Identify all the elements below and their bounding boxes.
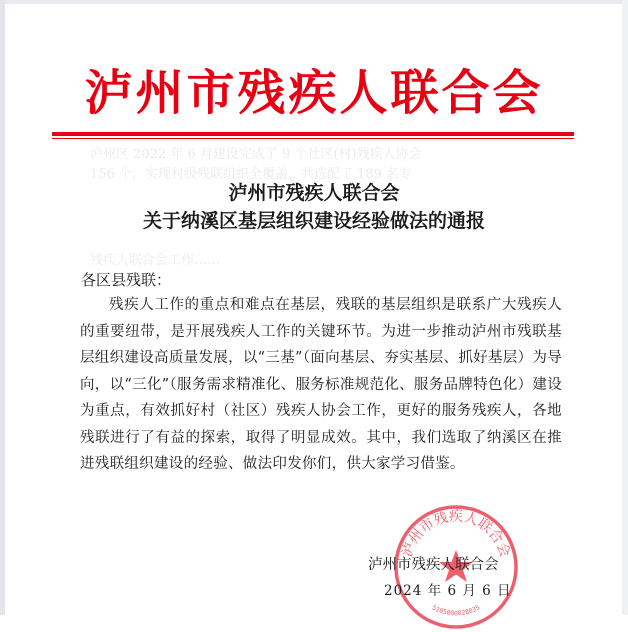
notice-title-line1: 泸州市残疾人联合会 — [228, 182, 400, 204]
salutation: 各区县残联： — [81, 271, 172, 289]
signature-organization: 泸州市残疾人联合会 — [368, 557, 499, 573]
bleed-through-text: 泸州区 2022 年 6 月建设完成了 9 个社区(村)残疾人协会 — [90, 147, 422, 162]
seal-code: 5105000028035 — [430, 603, 482, 618]
masthead-title: 泸州市残疾人联合会 — [84, 65, 544, 121]
bleed-through-text: 残疾人联合会工作…… — [90, 253, 221, 268]
masthead-red-rule-thin — [52, 138, 574, 139]
scan-edge-top — [0, 0, 628, 4]
seal-text: 泸州市残疾人联合会 — [399, 509, 513, 560]
body-paragraph: 残疾人工作的重点和难点在基层，残联的基层组织是联系广大残疾人的重要纽带，是开展残疾人工作的关键环节。为进一步推动泸州市残联基层组织建设高质量发展，以“三基”（面向基层、夯实基层、抓好基层）为导向，以“三化”（服务需求精准化、服务标准规范化、服务品牌特色化）建设为重点，有效抓好村（社区）残疾人协会工作，更好的服务残疾人，各地残联进行了有益的探索，取得了明显成效。其中，我们选取了纳溪区在推进残联组织建设的经验、做法印发你们，供大家学习借鉴。 — [80, 297, 562, 472]
bleed-through-text: 156 个，实现村级残联组织全覆盖，共选配了 189 名专 — [90, 167, 413, 182]
masthead-red-rule — [52, 132, 574, 136]
notice-title-line2: 关于纳溪区基层组织建设经验做法的通报 — [142, 210, 485, 232]
issue-date: 2024 年 6 月 6 日 — [384, 583, 512, 599]
